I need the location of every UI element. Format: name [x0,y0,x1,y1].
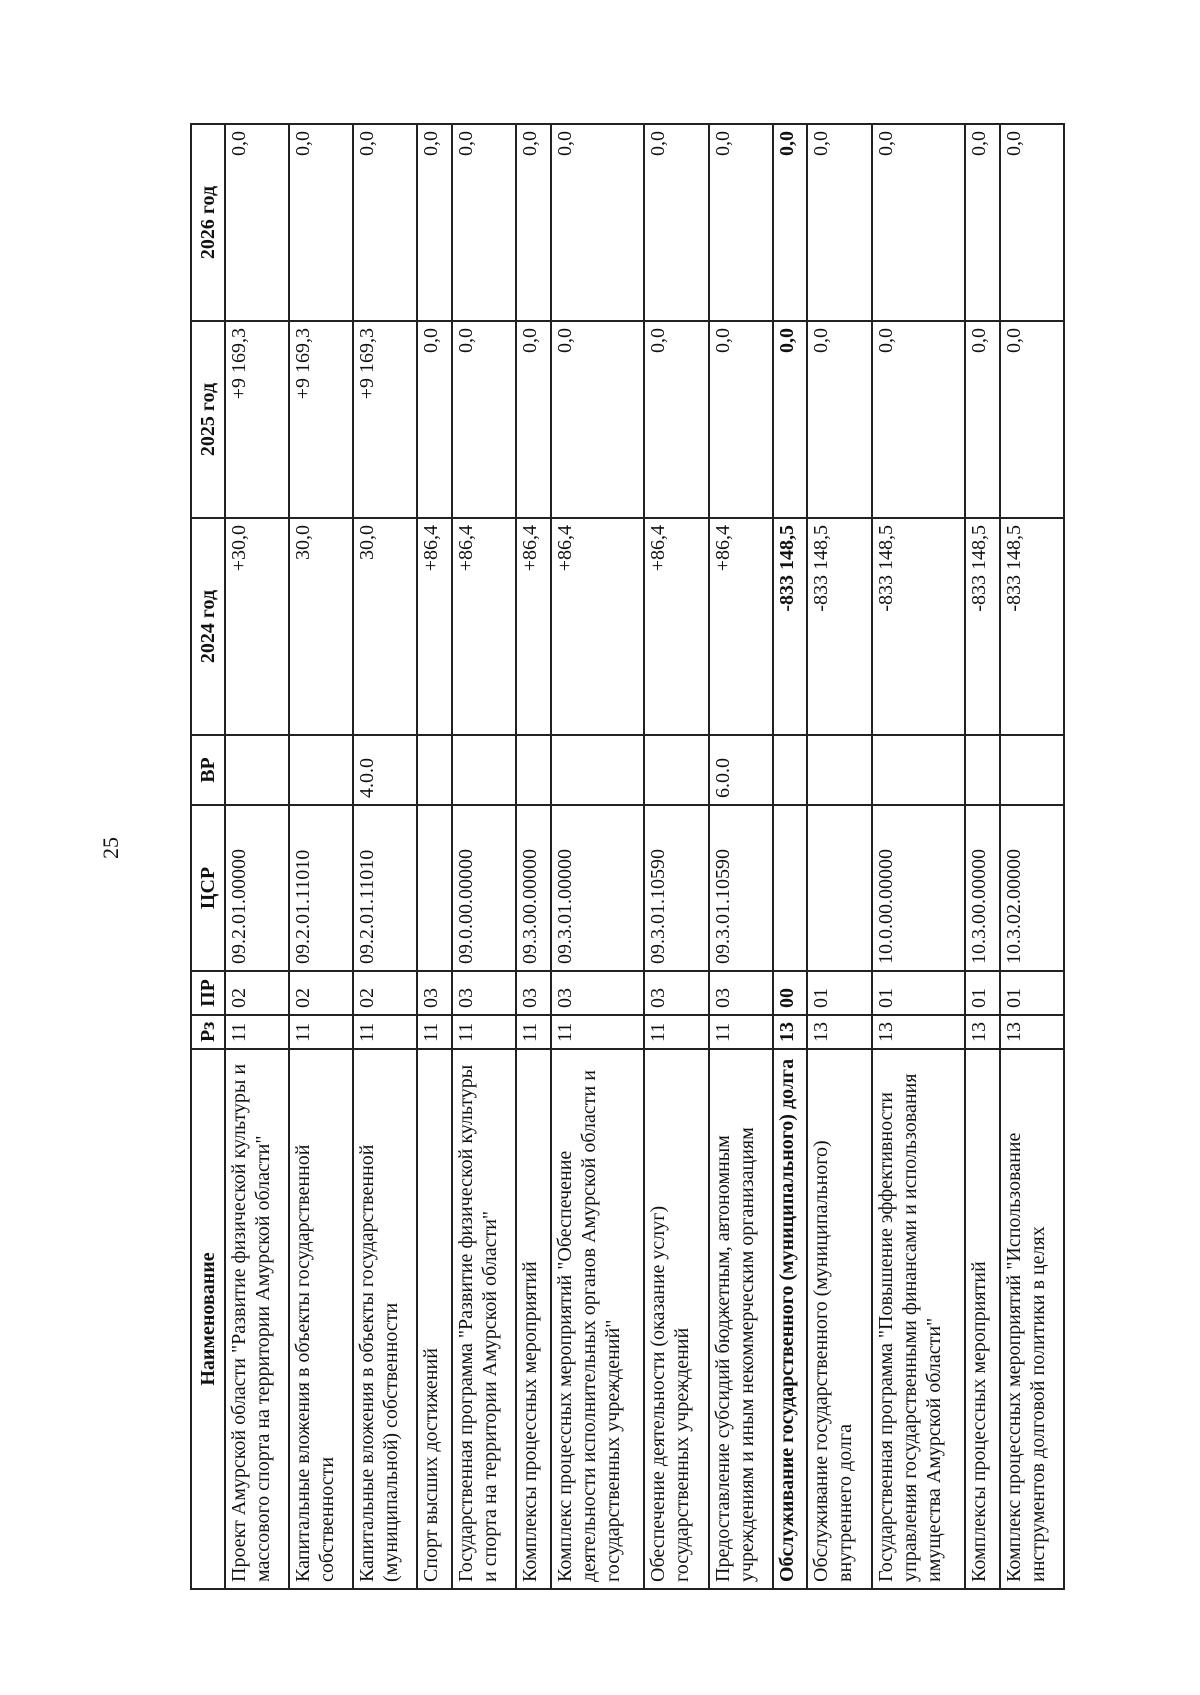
cell-2026: 0,0 [965,124,1000,321]
cell-rz: 13 [965,1015,1000,1049]
cell-pr: 02 [353,971,417,1015]
cell-2024: -833 148,5 [807,518,871,735]
header-2025: 2025 год [191,321,225,518]
cell-pr: 03 [709,971,773,1015]
cell-2024: -833 148,5 [965,518,1000,735]
cell-vr [551,735,645,805]
cell-2026: 0,0 [709,124,773,321]
cell-2026: 0,0 [872,124,966,321]
cell-rz: 11 [709,1015,773,1049]
cell-vr [225,735,289,805]
cell-csr: 09.3.00.00000 [516,805,551,971]
table-row [644,124,708,1589]
cell-pr: 01 [965,971,1000,1015]
cell-2025: 0,0 [709,321,773,518]
cell-rz: 11 [225,1015,289,1049]
cell-csr: 09.2.01.11010 [289,805,353,971]
page-number: 25 [98,837,123,859]
cell-2024: -833 148,5 [1000,518,1064,735]
cell-2026: 0,0 [353,124,417,321]
cell-name: Комплекс процессных мероприятий "Обеспечение деятельности исполнительных органов Амурской области и государственных учреждений" [551,1049,645,1589]
cell-name: Капитальные вложения в объекты государственной собственности [289,1049,353,1589]
cell-2024: +86,4 [417,518,452,735]
cell-name: Комплекс процессных мероприятий "Использование инструментов долговой политики в целях [1000,1049,1064,1589]
cell-vr: 6.0.0 [709,735,773,805]
header-vr: ВР [191,735,225,805]
cell-vr [1000,735,1064,805]
table-header-row [191,124,225,1589]
header-rz: Рз [191,1015,225,1049]
cell-rz: 13 [1000,1015,1064,1049]
cell-pr: 01 [807,971,871,1015]
cell-rz: 13 [872,1015,966,1049]
cell-2024: +30,0 [225,518,289,735]
cell-2024: 30,0 [289,518,353,735]
cell-2025: +9 169,3 [225,321,289,518]
cell-2024: +86,4 [709,518,773,735]
cell-2026: 0,0 [773,124,808,321]
cell-2026: 0,0 [289,124,353,321]
cell-rz: 11 [452,1015,516,1049]
cell-name: Комплексы процессных мероприятий [965,1049,1000,1589]
cell-pr: 03 [452,971,516,1015]
cell-pr: 02 [289,971,353,1015]
cell-2025: 0,0 [516,321,551,518]
cell-2026: 0,0 [516,124,551,321]
cell-pr: 03 [417,971,452,1015]
table-row [289,124,353,1589]
table-row [807,124,871,1589]
cell-2024: -833 148,5 [773,518,808,735]
cell-csr: 09.3.01.10590 [709,805,773,971]
cell-rz: 13 [773,1015,808,1049]
cell-2025: 0,0 [1000,321,1064,518]
cell-2025: 0,0 [807,321,871,518]
table-row [353,124,417,1589]
table-row [417,124,452,1589]
cell-csr: 10.3.00.00000 [965,805,1000,971]
cell-csr: 10.0.00.00000 [872,805,966,971]
cell-2024: 30,0 [353,518,417,735]
cell-2025: 0,0 [644,321,708,518]
cell-2024: +86,4 [516,518,551,735]
cell-vr: 4.0.0 [353,735,417,805]
cell-vr [807,735,871,805]
table-body [225,124,1064,1589]
cell-rz: 11 [644,1015,708,1049]
table-row [1000,124,1064,1589]
header-csr: ЦСР [191,805,225,971]
cell-vr [965,735,1000,805]
cell-2025: 0,0 [965,321,1000,518]
cell-name: Государственная программа "Развитие физической культуры и спорта на территории Амурской области" [452,1049,516,1589]
cell-2026: 0,0 [1000,124,1064,321]
cell-2025: 0,0 [872,321,966,518]
table-row [872,124,966,1589]
cell-2026: 0,0 [225,124,289,321]
cell-name: Комплексы процессных мероприятий [516,1049,551,1589]
cell-vr [516,735,551,805]
table-row [516,124,551,1589]
cell-csr [417,805,452,971]
cell-name: Государственная программа "Повышение эффективности управления государственными финансами и использования имущества Амурской области" [872,1049,966,1589]
cell-csr: 09.3.01.00000 [551,805,645,971]
table-row [773,124,808,1589]
cell-csr: 09.2.01.00000 [225,805,289,971]
table-row [965,124,1000,1589]
cell-name: Предоставление субсидий бюджетным, автономным учреждениям и иным некоммерческим организациям [709,1049,773,1589]
cell-2026: 0,0 [807,124,871,321]
header-pr: ПР [191,971,225,1015]
cell-rz: 11 [551,1015,645,1049]
cell-rz: 11 [417,1015,452,1049]
cell-pr: 03 [644,971,708,1015]
cell-rz: 11 [516,1015,551,1049]
cell-rz: 11 [289,1015,353,1049]
cell-vr [289,735,353,805]
cell-pr: 03 [551,971,645,1015]
table-row [225,124,289,1589]
cell-name: Спорт высших достижений [417,1049,452,1589]
table-row [709,124,773,1589]
cell-2026: 0,0 [644,124,708,321]
cell-vr [773,735,808,805]
cell-2024: +86,4 [452,518,516,735]
cell-vr [872,735,966,805]
header-2024: 2024 год [191,518,225,735]
cell-rz: 11 [353,1015,417,1049]
cell-csr: 09.0.00.00000 [452,805,516,971]
table-row [452,124,516,1589]
cell-vr [452,735,516,805]
cell-pr: 00 [773,971,808,1015]
header-2026: 2026 год [191,124,225,321]
cell-2025: +9 169,3 [289,321,353,518]
cell-2025: +9 169,3 [353,321,417,518]
cell-name: Проект Амурской области "Развитие физической культуры и массового спорта на территории Амурской области" [225,1049,289,1589]
cell-pr: 02 [225,971,289,1015]
cell-csr: 10.3.02.00000 [1000,805,1064,971]
cell-pr: 03 [516,971,551,1015]
cell-name: Обслуживание государственного (муниципального) долга [773,1049,808,1589]
cell-2024: +86,4 [644,518,708,735]
cell-2025: 0,0 [417,321,452,518]
cell-2024: -833 148,5 [872,518,966,735]
cell-name: Обеспечение деятельности (оказание услуг) государственных учреждений [644,1049,708,1589]
cell-2025: 0,0 [452,321,516,518]
budget-table [190,123,1065,1590]
cell-2025: 0,0 [773,321,808,518]
cell-csr [773,805,808,971]
cell-vr [644,735,708,805]
cell-csr: 09.3.01.10590 [644,805,708,971]
cell-2026: 0,0 [452,124,516,321]
cell-csr: 09.2.01.11010 [353,805,417,971]
cell-name: Капитальные вложения в объекты государственной (муниципальной) собственности [353,1049,417,1589]
cell-pr: 01 [872,971,966,1015]
cell-2026: 0,0 [417,124,452,321]
table-row [551,124,645,1589]
budget-table-container [190,125,1065,1590]
cell-2026: 0,0 [551,124,645,321]
cell-csr [807,805,871,971]
cell-2024: +86,4 [551,518,645,735]
cell-2025: 0,0 [551,321,645,518]
cell-rz: 13 [807,1015,871,1049]
cell-name: Обслуживание государственного (муниципального) внутреннего долга [807,1049,871,1589]
cell-vr [417,735,452,805]
header-name: Наименование [191,1049,225,1589]
cell-pr: 01 [1000,971,1064,1015]
